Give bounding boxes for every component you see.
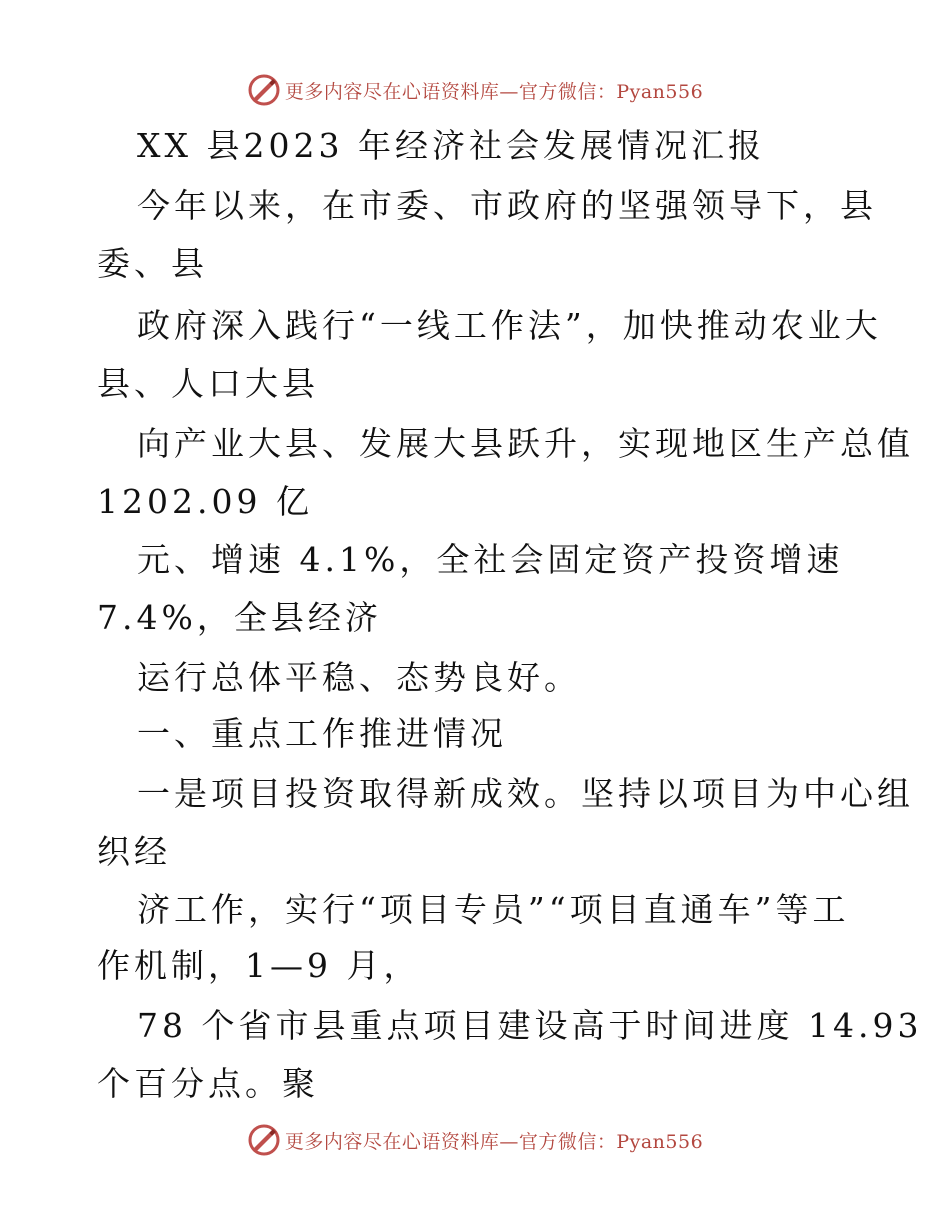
pen-logo-icon xyxy=(247,73,281,107)
paragraph-line: 向产业大县、发展大县跃升，实现地区生产总值 xyxy=(137,424,914,463)
watermark-text: 更多内容尽在心语资料库—官方微信：Pyan556 xyxy=(284,80,704,103)
paragraph-line: 政府深入践行“一线工作法”，加快推动农业大 xyxy=(137,306,882,345)
paragraph-line: 今年以来，在市委、市政府的坚强领导下，县 xyxy=(137,186,877,225)
paragraph-line: 7.4%，全县经济 xyxy=(97,598,382,637)
paragraph-line: 一是项目投资取得新成效。坚持以项目为中心组 xyxy=(137,774,914,813)
paragraph-line: 织经 xyxy=(97,832,171,871)
watermark-text: 更多内容尽在心语资料库—官方微信：Pyan556 xyxy=(284,1130,704,1153)
paragraph-line: 运行总体平稳、态势良好。 xyxy=(137,658,581,697)
paragraph-line: 委、县 xyxy=(97,244,208,283)
paragraph-line: 78 个省市县重点项目建设高于时间进度 14.93 xyxy=(137,1006,923,1045)
paragraph-line: 作机制，1—9 月， xyxy=(97,946,421,985)
paragraph-line: 1202.09 亿 xyxy=(97,482,313,521)
paragraph-line: 济工作，实行“项目专员”“项目直通车”等工 xyxy=(137,890,850,929)
paragraph-line: 个百分点。聚 xyxy=(97,1064,319,1103)
document-title: XX 县2023 年经济社会发展情况汇报 xyxy=(137,126,765,165)
pen-logo-icon xyxy=(247,1123,281,1157)
section-heading: 一、重点工作推进情况 xyxy=(137,714,507,753)
paragraph-line: 县、人口大县 xyxy=(97,364,319,403)
footer-watermark-banner xyxy=(0,1122,950,1158)
header-watermark-banner xyxy=(0,72,950,108)
paragraph-line: 元、增速 4.1%，全社会固定资产投资增速 xyxy=(137,540,844,579)
